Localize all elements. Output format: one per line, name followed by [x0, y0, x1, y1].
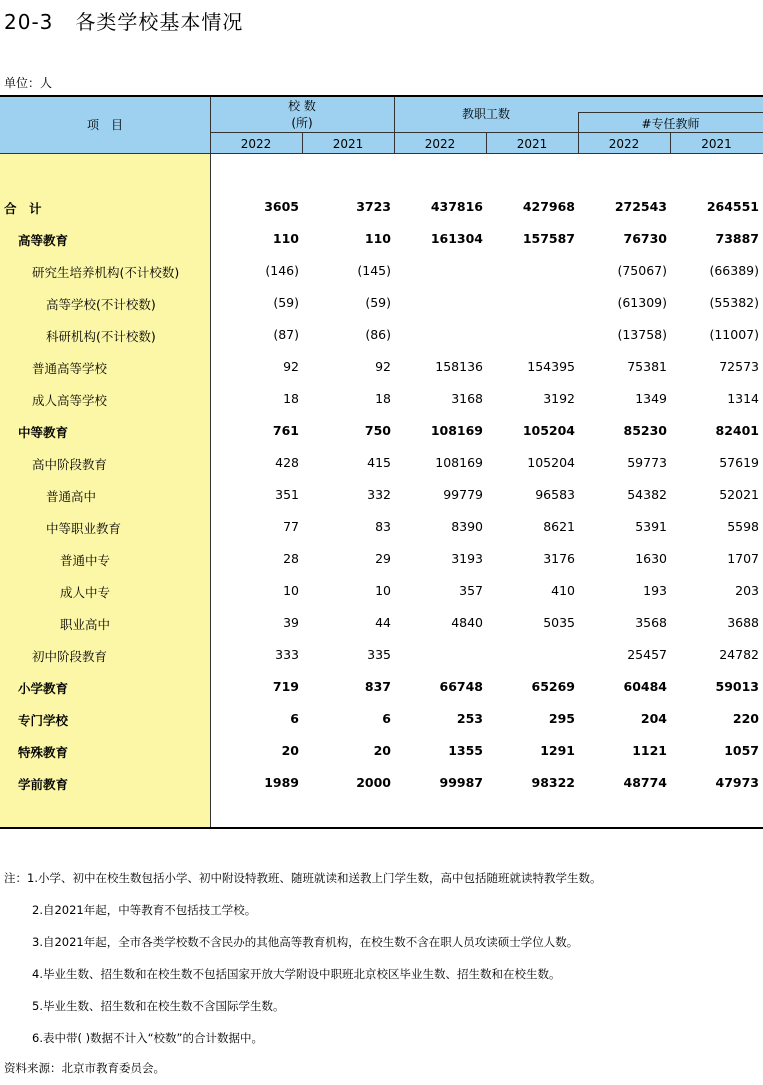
cell-value: 8621: [543, 519, 575, 534]
cell-value: (75067): [617, 263, 667, 278]
cell-value: 220: [732, 711, 759, 726]
cell-value: 20: [281, 743, 299, 758]
note: 4.毕业生数、招生数和在校生数不包括国家开放大学附设中职班北京校区毕业生数、招生数和在校生数。: [32, 967, 561, 981]
cell-value: 154395: [527, 359, 575, 374]
cell-value: 253: [456, 711, 483, 726]
note: 注：1.小学、初中在校生数包括小学、初中附设特教班、随班就读和送教上门学生数，高中包括随班就读特教学生数。: [4, 871, 602, 885]
row-label: 特殊教育: [18, 745, 69, 760]
cell-value: 20: [373, 743, 391, 758]
cell-value: 161304: [430, 231, 483, 246]
cell-value: 44: [375, 615, 391, 630]
cell-value: 5391: [635, 519, 667, 534]
cell-value: 52021: [719, 487, 759, 502]
cell-value: 85230: [623, 423, 667, 438]
cell-value: 264551: [706, 199, 759, 214]
cell-value: 272543: [614, 199, 667, 214]
cell-value: 96583: [535, 487, 575, 502]
row-label: 中等教育: [18, 425, 69, 440]
cell-value: 193: [643, 583, 667, 598]
header-divider: [578, 112, 763, 113]
cell-value: 204: [640, 711, 667, 726]
cell-value: 39: [283, 615, 299, 630]
cell-value: 76730: [623, 231, 667, 246]
header-year: 2022: [424, 137, 456, 151]
cell-value: 83: [375, 519, 391, 534]
cell-value: 1355: [448, 743, 483, 758]
note: 2.自2021年起，中等教育不包括技工学校。: [32, 903, 257, 917]
cell-value: (59): [365, 295, 391, 310]
cell-value: 54382: [627, 487, 667, 502]
header-bottom-rule: [0, 153, 763, 154]
table-top-rule: [0, 95, 763, 97]
row-label: 普通高等学校: [32, 361, 108, 376]
cell-value: 3192: [543, 391, 575, 406]
cell-value: 1989: [264, 775, 299, 790]
table-row: [0, 231, 763, 253]
table-row: [0, 391, 763, 413]
row-label: 初中阶段教育: [32, 649, 108, 664]
cell-value: 333: [275, 647, 299, 662]
table-row: [0, 295, 763, 317]
header-year: 2021: [701, 137, 732, 151]
cell-value: 5598: [727, 519, 759, 534]
cell-value: 332: [367, 487, 391, 502]
cell-value: 92: [375, 359, 391, 374]
cell-value: 351: [275, 487, 299, 502]
cell-value: 5035: [543, 615, 575, 630]
row-label: 小学教育: [18, 681, 69, 696]
cell-value: 2000: [356, 775, 391, 790]
cell-value: 57619: [719, 455, 759, 470]
header-staff: 教职工数: [461, 107, 510, 121]
cell-value: 3723: [356, 199, 391, 214]
cell-value: 1057: [724, 743, 759, 758]
cell-value: 65269: [531, 679, 575, 694]
header-year: 2021: [516, 137, 548, 151]
cell-value: 18: [283, 391, 299, 406]
header-year: 2022: [240, 137, 272, 151]
cell-value: 158136: [435, 359, 483, 374]
cell-value: 108169: [430, 423, 483, 438]
table-row: [0, 455, 763, 477]
cell-value: 357: [459, 583, 483, 598]
cell-value: 3605: [264, 199, 299, 214]
table-row: [0, 263, 763, 285]
cell-value: 59013: [715, 679, 759, 694]
table-row: [0, 487, 763, 509]
row-label: 学前教育: [18, 777, 69, 792]
row-label: 科研机构(不计校数): [46, 329, 156, 344]
table-row: [0, 647, 763, 669]
cell-value: 761: [272, 423, 299, 438]
cell-value: 3568: [635, 615, 667, 630]
table-row: [0, 679, 763, 701]
cell-value: 105204: [527, 455, 575, 470]
source-note: 资料来源：北京市教育委员会。: [4, 1061, 165, 1075]
note: 6.表中带( )数据不计入“校数”的合计数据中。: [32, 1031, 264, 1045]
cell-value: 1291: [540, 743, 575, 758]
cell-value: 29: [375, 551, 391, 566]
header-year: 2022: [608, 137, 640, 151]
table-row: [0, 711, 763, 733]
cell-value: 3176: [543, 551, 575, 566]
cell-value: 25457: [627, 647, 667, 662]
cell-value: 73887: [715, 231, 759, 246]
cell-value: 60484: [623, 679, 667, 694]
cell-value: 157587: [522, 231, 575, 246]
cell-value: 1630: [635, 551, 667, 566]
row-label: 普通中专: [60, 553, 111, 568]
row-label: 成人中专: [60, 585, 111, 600]
cell-value: 415: [367, 455, 391, 470]
table-title: 各类学校基本情况: [75, 10, 244, 34]
cell-value: (13758): [617, 327, 667, 342]
cell-value: 108169: [435, 455, 483, 470]
cell-value: 92: [283, 359, 299, 374]
cell-value: 66748: [439, 679, 483, 694]
row-label: 职业高中: [60, 617, 111, 632]
cell-value: 3193: [451, 551, 483, 566]
data-table: [0, 95, 763, 829]
cell-value: 1314: [727, 391, 759, 406]
row-label: 中等职业教育: [46, 521, 122, 536]
cell-value: 750: [364, 423, 391, 438]
cell-value: 75381: [627, 359, 667, 374]
cell-value: 99779: [443, 487, 483, 502]
table-row: [0, 199, 763, 221]
row-label: 研究生培养机构(不计校数): [32, 265, 180, 280]
cell-value: 1121: [632, 743, 667, 758]
cell-value: 295: [548, 711, 575, 726]
cell-value: 110: [364, 231, 391, 246]
header-teachers: #专任教师: [641, 117, 700, 131]
cell-value: 6: [382, 711, 391, 726]
note: 5.毕业生数、招生数和在校生数不含国际学生数。: [32, 999, 285, 1013]
note: 3.自2021年起，全市各类学校数不含民办的其他高等教育机构，在校生数不含在职人员攻读硕士学位人数。: [32, 935, 579, 949]
cell-value: 837: [364, 679, 391, 694]
table-row: [0, 615, 763, 637]
cell-value: (61309): [617, 295, 667, 310]
cell-value: (145): [357, 263, 391, 278]
cell-value: (59): [273, 295, 299, 310]
table-row: [0, 775, 763, 797]
table-row: [0, 359, 763, 381]
cell-value: 99987: [439, 775, 483, 790]
header-year: 2021: [332, 137, 364, 151]
row-label: 高中阶段教育: [32, 457, 108, 472]
cell-value: 28: [283, 551, 299, 566]
cell-value: 437816: [430, 199, 483, 214]
header-item: 项 目: [86, 118, 123, 132]
page-title: [4, 6, 243, 35]
table-row: [0, 551, 763, 573]
cell-value: 4840: [451, 615, 483, 630]
cell-value: 72573: [719, 359, 759, 374]
cell-value: 77: [283, 519, 299, 534]
cell-value: 10: [375, 583, 391, 598]
cell-value: 105204: [522, 423, 575, 438]
row-label: 合 计: [4, 201, 42, 216]
cell-value: 1707: [727, 551, 759, 566]
header-schools-unit: (所): [291, 116, 313, 130]
cell-value: (146): [265, 263, 299, 278]
cell-value: 427968: [522, 199, 575, 214]
cell-value: (86): [365, 327, 391, 342]
table-row: [0, 583, 763, 605]
cell-value: 110: [272, 231, 299, 246]
row-label: 普通高中: [46, 489, 97, 504]
cell-value: 98322: [531, 775, 575, 790]
header-schools: 校 数: [288, 99, 316, 113]
cell-value: 428: [275, 455, 299, 470]
cell-value: 203: [735, 583, 759, 598]
cell-value: 410: [551, 583, 575, 598]
cell-value: 10: [283, 583, 299, 598]
table-row: [0, 519, 763, 541]
cell-value: (87): [273, 327, 299, 342]
cell-value: 59773: [627, 455, 667, 470]
table-number: 20-3: [4, 10, 54, 34]
cell-value: 24782: [719, 647, 759, 662]
row-label: 高等教育: [18, 233, 69, 248]
table-row: [0, 327, 763, 349]
cell-value: 82401: [715, 423, 759, 438]
table-row: [0, 743, 763, 765]
cell-value: 18: [375, 391, 391, 406]
unit-label: 单位：人: [4, 76, 53, 90]
table-row: [0, 423, 763, 445]
cell-value: (55382): [709, 295, 759, 310]
cell-value: 8390: [451, 519, 483, 534]
row-label: 专门学校: [18, 713, 69, 728]
row-label: 高等学校(不计校数): [46, 297, 156, 312]
cell-value: (11007): [709, 327, 759, 342]
cell-value: 47973: [715, 775, 759, 790]
cell-value: 1349: [635, 391, 667, 406]
cell-value: 3688: [727, 615, 759, 630]
header-divider: [210, 132, 763, 133]
cell-value: 335: [367, 647, 391, 662]
cell-value: 6: [290, 711, 299, 726]
table-bottom-rule: [0, 827, 763, 829]
cell-value: (66389): [709, 263, 759, 278]
cell-value: 48774: [623, 775, 667, 790]
cell-value: 719: [272, 679, 299, 694]
cell-value: 3168: [451, 391, 483, 406]
row-label: 成人高等学校: [32, 393, 108, 408]
